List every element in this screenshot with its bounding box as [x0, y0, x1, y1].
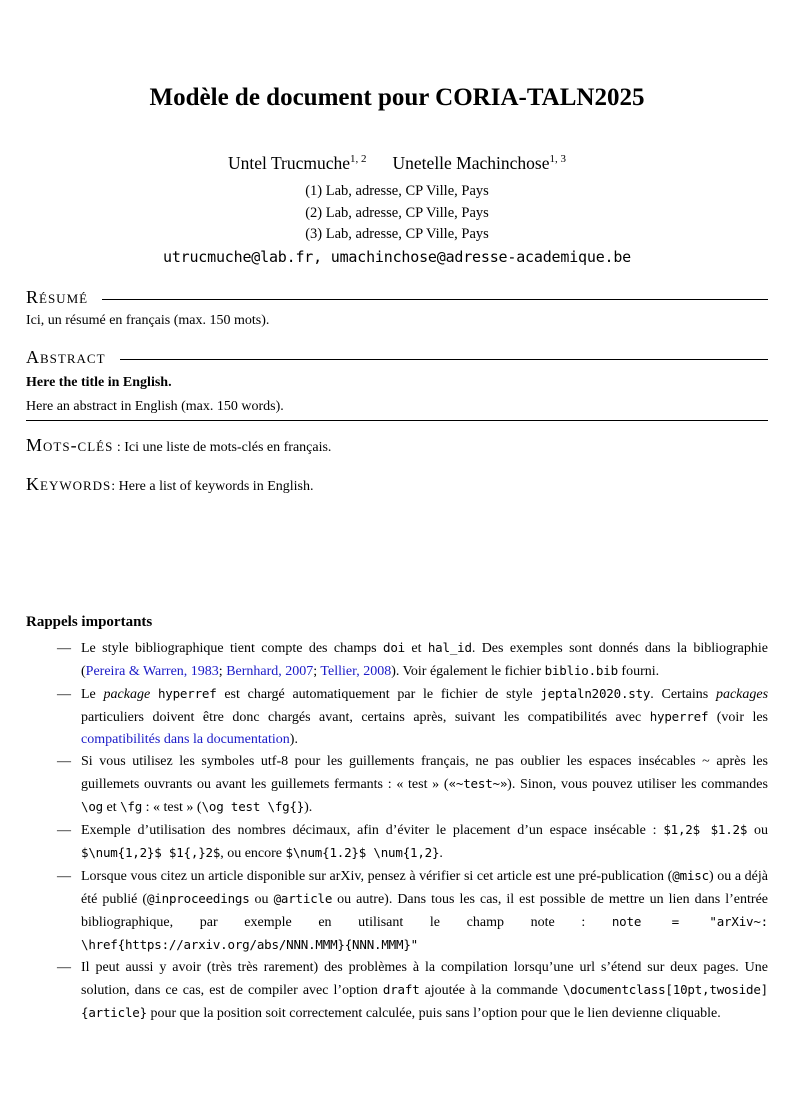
text-segment: Si vous utilisez les symboles utf-8 pour les guillements français, ne pas oublier les espaces insécables ~ après les guillemets ouvrants ou avant les guillemets fermants : « test » (	[81, 753, 768, 792]
text-segment: et	[404, 640, 428, 656]
mots-cles-label: Mots-clés	[26, 434, 114, 455]
list-item-2	[57, 683, 769, 751]
text-segment	[150, 687, 158, 702]
text-segment: @inproceedings	[146, 890, 250, 906]
author-1	[228, 153, 367, 173]
rappels-list	[26, 637, 768, 1025]
author-emails[interactable]: utrucmuche@lab.fr, umachinchose@adresse-academique.be	[162, 247, 632, 266]
abstract-english-title: Here the title in English.	[26, 374, 172, 390]
text-segment: Il peut aussi y avoir (très très rarement) des problèmes à la compilation lorsqu’une url s’étend sur deux pages. Une solution, dans ce cas, est de compiler avec l’option	[81, 959, 768, 998]
text-segment: .	[439, 845, 443, 861]
text-segment: @misc	[672, 867, 709, 883]
text-segment: package	[103, 686, 151, 702]
text-segment: hyperref	[157, 685, 217, 701]
text-segment: ou autre). Dans tous les cas, il est possible de mettre un lien dans l’entrée bibliographique, par exemple en utilisant le champ note :	[81, 891, 768, 930]
text-segment: ;	[218, 663, 227, 679]
doc-link[interactable]: compatibilités dans la documentation	[81, 731, 290, 747]
citation-link[interactable]: Tellier, 2008	[320, 663, 392, 679]
text-segment: @article	[273, 890, 333, 906]
list-dash: —	[57, 640, 71, 656]
text-segment: (voir les	[708, 709, 769, 725]
rappels-heading: Rappels importants	[26, 613, 153, 630]
text-segment: ).	[289, 731, 298, 747]
text-segment: $1,2$ $1.2$	[663, 821, 748, 837]
abstract-label: Abstract	[26, 346, 106, 367]
abstract-section-header	[26, 346, 768, 368]
list-item-4	[57, 819, 768, 865]
text-segment: Le	[81, 686, 104, 702]
text-segment: \og	[81, 798, 103, 814]
list-dash: —	[57, 753, 71, 769]
affiliations-block	[26, 181, 768, 246]
text-segment: hyperref	[649, 708, 709, 724]
keywords-label: Keywords	[26, 473, 112, 494]
mots-cles-text: : Ici une liste de mots-clés en français.	[113, 439, 332, 455]
text-segment: : « test » (	[142, 799, 202, 815]
list-item-6-text	[81, 960, 768, 1021]
affiliation-line-3: (3) Lab, adresse, CP Ville, Pays	[305, 226, 489, 242]
list-item-1-text	[81, 641, 768, 679]
text-segment: jeptaln2020.sty	[540, 685, 651, 701]
text-segment: ). Voir également le fichier	[391, 663, 545, 679]
author-2	[393, 153, 566, 173]
author-2-affiliation-sup: 1, 3	[549, 153, 566, 166]
list-dash: —	[57, 822, 71, 838]
text-segment: est chargé automatiquement par le fichier de style	[216, 686, 541, 702]
resume-label: Résumé	[26, 286, 89, 307]
abstract-text: Here an abstract in English (max. 150 words).	[26, 396, 768, 421]
list-item-3	[57, 751, 768, 819]
list-item-6	[57, 957, 768, 1025]
text-segment: \fg	[120, 798, 143, 814]
text-segment: ). Sinon, vous pouvez utiliser les commandes	[507, 776, 768, 792]
text-segment: fourni.	[617, 663, 660, 679]
list-item-5-text	[81, 869, 768, 953]
author-2-name: Unetelle Machinchose	[392, 153, 550, 173]
list-item-3-text	[81, 754, 768, 815]
text-segment: \og test \fg{}	[201, 798, 305, 814]
text-segment: et	[102, 799, 121, 815]
affiliation-line-2: (2) Lab, adresse, CP Ville, Pays	[305, 204, 489, 221]
affiliation-line-1: (1) Lab, adresse, CP Ville, Pays	[305, 183, 489, 199]
text-segment: \documentclass[10pt,twoside]{article}	[81, 981, 768, 1020]
text-segment: Lorsque vous citez un article disponible sur arXiv, pensez à vérifier si cet article est une pré-publication (	[81, 868, 673, 884]
text-segment: ou	[249, 891, 274, 907]
text-segment: ajoutée à la commande	[419, 982, 563, 998]
paper-title: Modèle de document pour CORIA-TALN2025	[149, 84, 645, 111]
text-segment: biblio.bib	[544, 662, 618, 678]
author-1-name: Untel Trucmuche	[228, 153, 351, 173]
list-dash: —	[57, 959, 71, 975]
list-item-2-text	[81, 687, 768, 747]
text-segment: ;	[313, 663, 321, 679]
text-segment: Exemple d’utilisation des nombres décimaux, afin d’éviter le placement d’un espace insécable :	[81, 822, 664, 838]
text-segment: . Des exemples sont donnés dans la bibliographie (	[81, 640, 768, 679]
resume-section-header	[26, 286, 768, 308]
resume-rule	[102, 299, 768, 300]
text-segment: hal_id	[427, 639, 472, 655]
text-segment: . Certains	[650, 686, 716, 702]
text-segment: pour que la position soit correctement calculée, puis sans l’option pour que le lien devienne cliquable.	[146, 1005, 721, 1021]
author-1-affiliation-sup: 1, 2	[350, 153, 367, 166]
citation-link[interactable]: Pereira & Warren, 1983	[85, 663, 219, 679]
list-dash: —	[57, 686, 71, 702]
text-segment: ou	[747, 822, 768, 838]
keywords-line	[26, 473, 768, 499]
resume-text: Ici, un résumé en français (max. 150 mots).	[26, 312, 270, 328]
mots-cles-line	[26, 434, 768, 460]
abstract-rule	[120, 359, 768, 360]
text-segment: note = "arXiv~: \href{https://arxiv.org/abs/NNN.MMM}{NNN.MMM}"	[81, 913, 769, 952]
list-item-5	[57, 865, 769, 957]
text-segment: draft	[382, 981, 420, 997]
list-dash: —	[57, 868, 71, 884]
text-segment: particuliers doivent être donc chargés avant, certains après, suivant les compatibilités avec	[81, 709, 650, 725]
list-item-1	[57, 637, 768, 683]
text-segment: , ou encore	[220, 845, 286, 861]
text-segment: Le style bibliographique tient compte des champs	[81, 640, 383, 656]
text-segment: ) ou a déjà été publié (	[81, 868, 768, 907]
text-segment: ).	[304, 799, 313, 815]
text-segment: $\num{1,2}$ $1{,}2$	[81, 844, 221, 860]
citation-link[interactable]: Bernhard, 2007	[226, 663, 314, 679]
text-segment: doi	[383, 639, 405, 655]
keywords-text: : Here a list of keywords in English.	[111, 478, 314, 494]
text-segment: $\num{1.2}$ \num{1,2}	[285, 844, 440, 860]
authors-line	[26, 153, 768, 174]
text-segment: «~test~»	[448, 775, 508, 791]
text-segment: packages	[715, 686, 769, 702]
list-item-4-text	[81, 823, 768, 861]
